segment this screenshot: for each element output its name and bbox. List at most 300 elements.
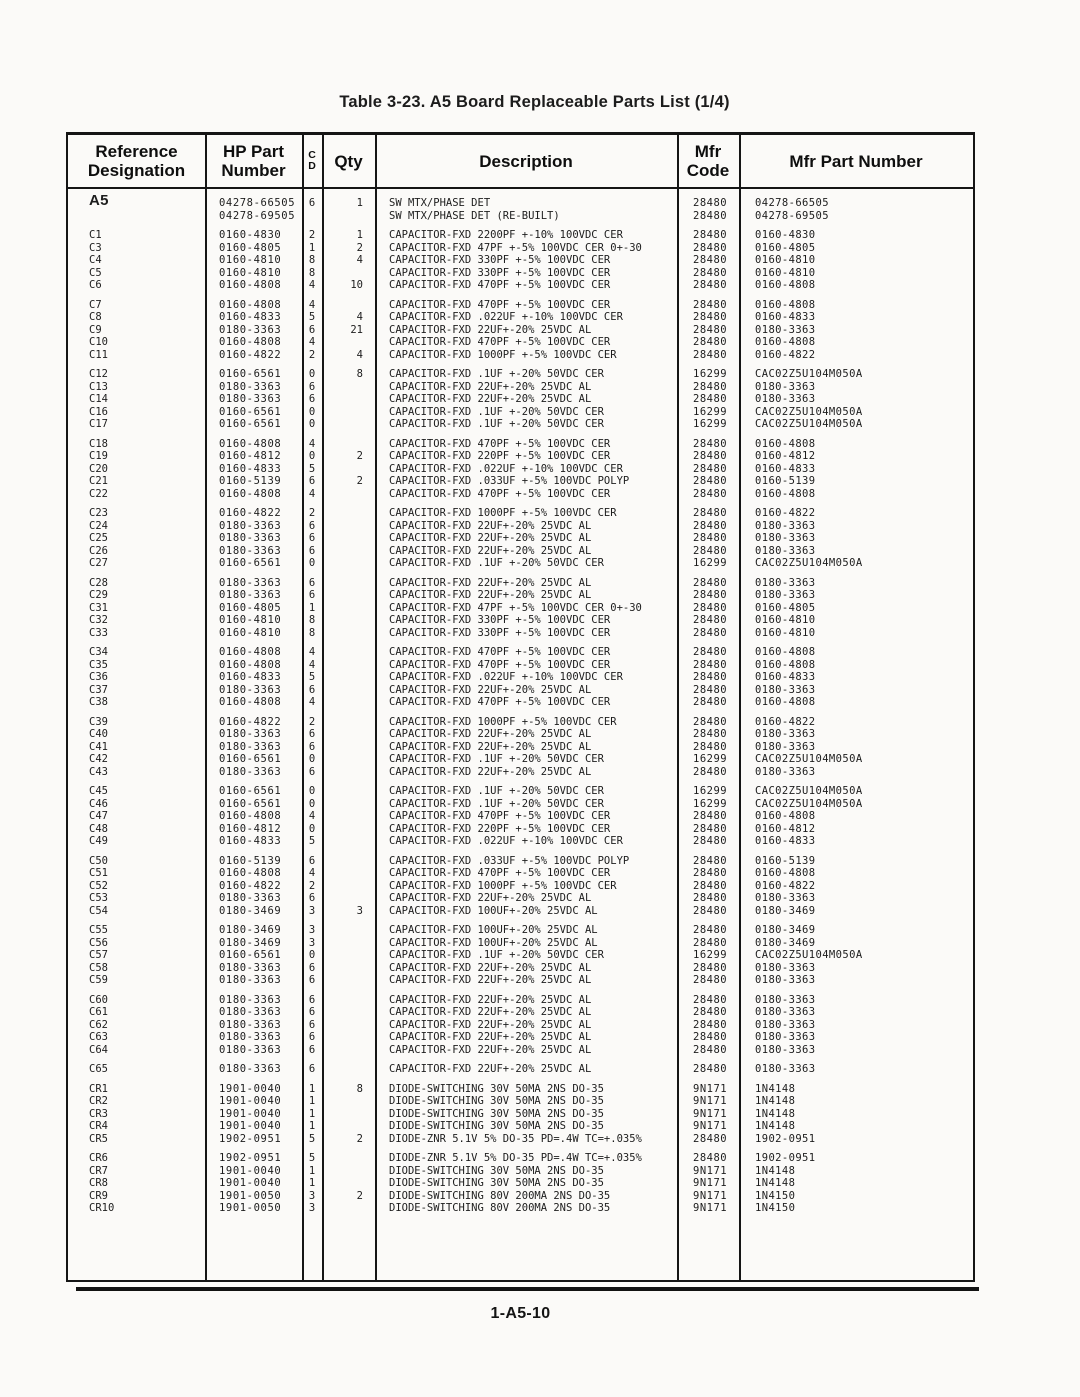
cell-mfr-code: 28480 [693, 1043, 728, 1056]
cell-mfr-code: 28480 [693, 393, 728, 405]
cell-cd: 3 [308, 1202, 316, 1214]
cell-description: CAPACITOR-FXD .022UF +-10% 100VDC CER [389, 835, 623, 847]
cell-qty [322, 1031, 375, 1044]
cell-description: CAPACITOR-FXD .022UF +-10% 100VDC CER [389, 462, 623, 475]
table-row [68, 279, 973, 292]
cell-reference-designation: C39 [89, 715, 108, 728]
cell-description: CAPACITOR-FXD .1UF +-20% 50VDC CER [389, 753, 604, 765]
cell-mfr-code: 28480 [693, 254, 728, 266]
cell-qty [322, 1165, 375, 1178]
cell-hp-part-number: 1902-0951 [219, 1152, 282, 1164]
cell-mfr-part-number: 0160-4812 [755, 822, 816, 835]
cell-qty [322, 716, 375, 729]
cell-reference-designation: C1 [89, 229, 102, 241]
cell-mfr-part-number: 0160-4810 [755, 614, 816, 626]
cell-reference-designation: CR9 [89, 1189, 108, 1202]
cell-mfr-code: 28480 [693, 336, 728, 348]
cell-hp-part-number: 0160-4808 [219, 298, 282, 311]
cell-reference-designation: C7 [89, 298, 102, 311]
table-row [68, 324, 973, 337]
cell-qty [322, 507, 375, 520]
cell-description: CAPACITOR-FXD .1UF +-20% 50VDC CER [389, 368, 604, 380]
cell-mfr-part-number: CAC02Z5U104M050A [755, 753, 863, 765]
table-row [68, 1095, 973, 1108]
cell-reference-designation: C19 [89, 450, 108, 462]
cell-mfr-part-number: 0160-4810 [755, 266, 816, 279]
cell-hp-part-number: 0160-4822 [219, 507, 282, 519]
cell-mfr-code: 9N171 [693, 1202, 728, 1214]
cell-hp-part-number: 0160-6561 [219, 368, 282, 380]
table-row [68, 1063, 973, 1076]
cell-mfr-part-number: 0180-3363 [755, 1031, 816, 1043]
cell-reference-designation: C6 [89, 279, 102, 291]
cell-mfr-code: 28480 [693, 532, 728, 544]
cell-qty [322, 684, 375, 697]
cell-qty [322, 545, 375, 558]
cell-qty [322, 785, 375, 798]
header-cd: C D [308, 149, 316, 172]
cell-mfr-part-number: CAC02Z5U104M050A [755, 949, 863, 961]
cell-qty [322, 557, 375, 570]
table-row [68, 450, 973, 463]
cell-mfr-code: 28480 [693, 924, 728, 936]
cell-description: DIODE-SWITCHING 80V 200MA 2NS DO-35 [389, 1189, 611, 1202]
cell-description: CAPACITOR-FXD 1000PF +-5% 100VDC CER [389, 507, 617, 519]
cell-qty [322, 520, 375, 533]
cell-cd: 3 [308, 904, 316, 917]
table-row [68, 867, 973, 880]
cell-hp-part-number: 0160-4805 [219, 241, 282, 254]
table-row [68, 577, 973, 590]
cell-description: CAPACITOR-FXD 100UF+-20% 25VDC AL [389, 904, 598, 917]
cell-cd: 1 [308, 1107, 316, 1120]
cell-description: CAPACITOR-FXD 22UF+-20% 25VDC AL [389, 728, 592, 740]
cell-qty [322, 1108, 375, 1121]
table-row [68, 994, 973, 1007]
cell-qty [322, 823, 375, 836]
cell-reference-designation: C51 [89, 867, 108, 879]
cell-reference-designation: C46 [89, 797, 108, 810]
cell-reference-designation: C35 [89, 658, 108, 671]
cell-cd: 6 [308, 1031, 316, 1043]
cell-hp-part-number: 0160-6561 [219, 797, 282, 810]
cell-reference-designation: C64 [89, 1043, 108, 1056]
cell-cd [302, 210, 322, 223]
cell-hp-part-number: 0160-4822 [219, 879, 282, 892]
cell-qty [322, 438, 375, 451]
cell-cd: 6 [308, 1006, 316, 1018]
cell-mfr-code: 16299 [693, 405, 728, 418]
cell-description: CAPACITOR-FXD .1UF +-20% 50VDC CER [389, 405, 604, 418]
cell-mfr-code: 28480 [693, 646, 728, 658]
table-row [68, 962, 973, 975]
cell-mfr-part-number: 0160-4812 [755, 450, 816, 462]
cell-mfr-part-number: 1N4150 [755, 1189, 796, 1202]
cell-description: CAPACITOR-FXD 470PF +-5% 100VDC CER [389, 646, 611, 658]
cell-description: CAPACITOR-FXD 470PF +-5% 100VDC CER [389, 437, 611, 450]
cell-hp-part-number: 0160-4808 [219, 658, 282, 671]
table-row [68, 532, 973, 545]
cell-description: CAPACITOR-FXD 22UF+-20% 25VDC AL [389, 532, 592, 544]
cell-cd: 3 [308, 924, 316, 936]
table-row [68, 336, 973, 349]
table-row [68, 614, 973, 627]
cell-reference-designation: C13 [89, 380, 108, 393]
cell-mfr-part-number: 0180-3363 [755, 1018, 816, 1031]
cell-mfr-code: 28480 [693, 936, 728, 949]
cell-description: CAPACITOR-FXD .1UF +-20% 50VDC CER [389, 418, 604, 430]
cell-hp-part-number: 0180-3469 [219, 936, 282, 949]
cell-description: CAPACITOR-FXD 470PF +-5% 100VDC CER [389, 810, 611, 822]
cell-mfr-part-number: 0160-5139 [755, 475, 816, 487]
cell-description: CAPACITOR-FXD 470PF +-5% 100VDC CER [389, 487, 611, 500]
cell-qty [322, 766, 375, 779]
cell-mfr-part-number: 1N4148 [755, 1095, 796, 1107]
cell-cd: 6 [308, 589, 316, 601]
cell-reference-designation: CR7 [89, 1164, 108, 1177]
cell-qty [322, 627, 375, 640]
cell-mfr-code: 28480 [693, 867, 728, 879]
cell-mfr-part-number: 0160-4808 [755, 336, 816, 348]
cell-mfr-code: 28480 [693, 993, 728, 1006]
cell-mfr-part-number: 1N4148 [755, 1164, 796, 1177]
cell-mfr-code: 28480 [693, 974, 728, 986]
table-row [68, 192, 973, 210]
cell-mfr-part-number: 0160-4808 [755, 437, 816, 450]
cell-cd: 5 [308, 311, 316, 323]
cell-hp-part-number: 0180-3363 [219, 1006, 282, 1018]
cell-cd: 2 [308, 715, 316, 728]
cell-description: CAPACITOR-FXD 22UF+-20% 25VDC AL [389, 393, 592, 405]
cell-cd: 2 [308, 348, 316, 361]
cell-qty: 2 [356, 475, 363, 487]
cell-hp-part-number: 1901-0040 [219, 1120, 282, 1132]
cell-cd: 2 [308, 507, 316, 519]
table-row [68, 810, 973, 823]
cell-qty [322, 614, 375, 627]
cell-hp-part-number: 1902-0951 [219, 1132, 282, 1145]
cell-description: CAPACITOR-FXD 220PF +-5% 100VDC CER [389, 450, 611, 462]
table-row [68, 716, 973, 729]
parts-table [66, 132, 975, 1282]
cell-description: CAPACITOR-FXD 220PF +-5% 100VDC CER [389, 822, 611, 835]
cell-hp-part-number: 0160-4808 [219, 810, 282, 822]
cell-mfr-part-number: 1902-0951 [755, 1152, 816, 1164]
cell-hp-part-number: 0180-3363 [219, 576, 282, 589]
cell-cd: 1 [308, 1082, 316, 1095]
cell-description: CAPACITOR-FXD 22UF+-20% 25VDC AL [389, 961, 592, 974]
cell-mfr-code: 28480 [693, 197, 728, 209]
cell-qty [322, 835, 375, 848]
cell-reference-designation: C12 [89, 368, 108, 380]
cell-description: CAPACITOR-FXD 47PF +-5% 100VDC CER 0+-30 [389, 601, 642, 614]
cell-mfr-part-number: CAC02Z5U104M050A [755, 418, 863, 430]
cell-description: SW MTX/PHASE DET (RE-BUILT) [389, 209, 560, 222]
cell-cd: 2 [308, 879, 316, 892]
table-row [68, 557, 973, 570]
cell-mfr-code: 9N171 [693, 1177, 728, 1189]
cell-reference-designation: C28 [89, 576, 108, 589]
cell-qty [322, 867, 375, 880]
cell-reference-designation: C63 [89, 1031, 108, 1043]
cell-mfr-code: 28480 [693, 589, 728, 601]
header-qty: Qty [334, 151, 363, 171]
cell-cd: 1 [308, 241, 316, 254]
cell-reference-designation: C22 [89, 487, 108, 500]
cell-cd: 0 [308, 368, 316, 380]
cell-mfr-code: 28480 [693, 728, 728, 740]
cell-mfr-part-number: 0160-4833 [755, 462, 816, 475]
cell-description: CAPACITOR-FXD 470PF +-5% 100VDC CER [389, 867, 611, 879]
cell-description: CAPACITOR-FXD .1UF +-20% 50VDC CER [389, 557, 604, 569]
table-row [68, 696, 973, 709]
cell-mfr-code: 28480 [693, 279, 728, 291]
cell-hp-part-number: 1901-0040 [219, 1107, 282, 1120]
cell-description: CAPACITOR-FXD 470PF +-5% 100VDC CER [389, 298, 611, 311]
cell-cd: 5 [308, 671, 316, 683]
cell-reference-designation: CR4 [89, 1120, 108, 1132]
cell-description: CAPACITOR-FXD 470PF +-5% 100VDC CER [389, 279, 611, 291]
cell-description: CAPACITOR-FXD 22UF+-20% 25VDC AL [389, 380, 592, 393]
cell-hp-part-number: 0180-3363 [219, 993, 282, 1006]
cell-mfr-part-number: 1N4148 [755, 1082, 796, 1095]
cell-hp-part-number: 0180-3363 [219, 1031, 282, 1043]
cell-reference-designation: C27 [89, 557, 108, 569]
cell-hp-part-number: 0180-3363 [219, 519, 282, 532]
cell-mfr-part-number: 0160-4808 [755, 867, 816, 879]
cell-mfr-part-number: 0160-4830 [755, 229, 816, 241]
cell-qty [322, 949, 375, 962]
cell-qty: 10 [350, 279, 363, 291]
cell-mfr-code: 28480 [693, 209, 728, 222]
cell-description: CAPACITOR-FXD 22UF+-20% 25VDC AL [389, 1063, 592, 1075]
cell-hp-part-number: 0160-4833 [219, 835, 282, 847]
cell-qty [322, 741, 375, 754]
cell-hp-part-number: 0180-3363 [219, 544, 282, 557]
cell-description: SW MTX/PHASE DET [389, 197, 491, 209]
cell-cd: 0 [308, 450, 316, 462]
cell-reference-designation: C57 [89, 949, 108, 961]
cell-mfr-code: 28480 [693, 1018, 728, 1031]
cell-cd: 0 [308, 557, 316, 569]
cell-description: CAPACITOR-FXD 1000PF +-5% 100VDC CER [389, 879, 617, 892]
cell-description: CAPACITOR-FXD 22UF+-20% 25VDC AL [389, 519, 592, 532]
cell-description: DIODE-ZNR 5.1V 5% DO-35 PD=.4W TC=+.035% [389, 1132, 642, 1145]
cell-mfr-code: 28480 [693, 348, 728, 361]
cell-mfr-part-number: 0160-4808 [755, 487, 816, 500]
cell-description: CAPACITOR-FXD 22UF+-20% 25VDC AL [389, 1006, 592, 1018]
table-body [68, 189, 973, 1282]
cell-mfr-code: 28480 [693, 298, 728, 311]
table-row [68, 1152, 973, 1165]
cell-mfr-part-number: 1N4148 [755, 1120, 796, 1132]
cell-mfr-code: 28480 [693, 854, 728, 867]
cell-description: DIODE-SWITCHING 30V 50MA 2NS DO-35 [389, 1120, 604, 1132]
cell-mfr-code: 28480 [693, 683, 728, 696]
cell-reference-designation: C41 [89, 740, 108, 753]
cell-description: DIODE-SWITCHING 30V 50MA 2NS DO-35 [389, 1164, 604, 1177]
table-row [68, 311, 973, 324]
cell-hp-part-number: 0180-3363 [219, 974, 282, 986]
cell-mfr-code: 28480 [693, 1063, 728, 1075]
cell-hp-part-number: 1901-0040 [219, 1082, 282, 1095]
cell-mfr-code: 28480 [693, 544, 728, 557]
cell-mfr-part-number: 0180-3363 [755, 1006, 816, 1018]
cell-hp-part-number: 0180-3363 [219, 683, 282, 696]
cell-hp-part-number: 1901-0040 [219, 1177, 282, 1189]
cell-mfr-code: 28480 [693, 1031, 728, 1043]
cell-mfr-part-number: 0160-4833 [755, 671, 816, 683]
cell-cd: 8 [308, 266, 316, 279]
cell-qty [322, 463, 375, 476]
cell-mfr-part-number: 0180-3363 [755, 323, 816, 336]
cell-description: CAPACITOR-FXD 22UF+-20% 25VDC AL [389, 892, 592, 904]
cell-mfr-part-number: 04278-66505 [755, 197, 829, 209]
cell-reference-designation: C50 [89, 854, 108, 867]
cell-reference-designation: C48 [89, 822, 108, 835]
cell-hp-part-number: 0160-4810 [219, 254, 282, 266]
cell-description: CAPACITOR-FXD 22UF+-20% 25VDC AL [389, 544, 592, 557]
cell-hp-part-number: 0180-3363 [219, 380, 282, 393]
cell-cd: 3 [308, 936, 316, 949]
table-row [68, 475, 973, 488]
cell-mfr-part-number: 0180-3363 [755, 993, 816, 1006]
table-row [68, 684, 973, 697]
header-mfr-code: Mfr Code [686, 142, 730, 180]
cell-mfr-code: 28480 [693, 266, 728, 279]
cell-mfr-code: 28480 [693, 311, 728, 323]
cell-hp-part-number: 0160-4808 [219, 646, 282, 658]
cell-mfr-part-number: 0160-4805 [755, 601, 816, 614]
table-row [68, 299, 973, 312]
table-row [68, 1083, 973, 1096]
cell-reference-designation: CR6 [89, 1152, 108, 1164]
cell-mfr-code: 28480 [693, 437, 728, 450]
cell-cd: 6 [308, 576, 316, 589]
cell-cd: 4 [308, 696, 316, 708]
cell-hp-part-number: 0160-4810 [219, 266, 282, 279]
cell-mfr-part-number: CAC02Z5U104M050A [755, 405, 863, 418]
cell-qty [322, 671, 375, 684]
cell-description: CAPACITOR-FXD .1UF +-20% 50VDC CER [389, 785, 604, 797]
cell-mfr-part-number: 1N4148 [755, 1177, 796, 1189]
cell-mfr-part-number: 1N4148 [755, 1107, 796, 1120]
cell-qty: 4 [356, 311, 363, 323]
cell-description: CAPACITOR-FXD 330PF +-5% 100VDC CER [389, 266, 611, 279]
cell-qty [322, 336, 375, 349]
cell-cd: 5 [308, 1152, 316, 1164]
cell-reference-designation: C52 [89, 879, 108, 892]
cell-cd: 6 [308, 475, 316, 487]
cell-qty: 4 [356, 348, 363, 361]
cell-qty: 21 [350, 323, 363, 336]
cell-description: CAPACITOR-FXD 22UF+-20% 25VDC AL [389, 765, 592, 778]
cell-cd: 6 [308, 765, 316, 778]
cell-description: CAPACITOR-FXD 1000PF +-5% 100VDC CER [389, 348, 617, 361]
cell-description: CAPACITOR-FXD .1UF +-20% 50VDC CER [389, 797, 604, 810]
cell-qty [322, 855, 375, 868]
cell-qty [322, 892, 375, 905]
cell-qty [322, 1095, 375, 1108]
table-header [68, 135, 973, 189]
table-row [68, 267, 973, 280]
cell-description: CAPACITOR-FXD 330PF +-5% 100VDC CER [389, 626, 611, 639]
cell-cd: 8 [308, 614, 316, 626]
cell-cd: 5 [308, 835, 316, 847]
cell-cd: 6 [308, 892, 316, 904]
cell-reference-designation: C11 [89, 348, 108, 361]
cell-reference-designation: C29 [89, 589, 108, 601]
cell-hp-part-number: 0160-4822 [219, 348, 282, 361]
cell-hp-part-number: 0160-6561 [219, 557, 282, 569]
table-row [68, 507, 973, 520]
cell-mfr-part-number: 0160-4808 [755, 298, 816, 311]
cell-mfr-part-number: 0180-3469 [755, 936, 816, 949]
cell-mfr-part-number: CAC02Z5U104M050A [755, 797, 863, 810]
cell-mfr-code: 28480 [693, 696, 728, 708]
cell-reference-designation: C3 [89, 241, 102, 254]
cell-mfr-part-number: 0180-3363 [755, 1063, 816, 1075]
table-row [68, 602, 973, 615]
cell-cd: 6 [308, 393, 316, 405]
cell-hp-part-number: 0160-4812 [219, 822, 282, 835]
cell-hp-part-number: 0160-4808 [219, 867, 282, 879]
cell-qty [322, 393, 375, 406]
cell-mfr-part-number: CAC02Z5U104M050A [755, 785, 863, 797]
cell-cd: 5 [308, 1132, 316, 1145]
cell-mfr-code: 28480 [693, 450, 728, 462]
table-row [68, 1120, 973, 1133]
cell-hp-part-number: 0160-6561 [219, 753, 282, 765]
cell-description: CAPACITOR-FXD .022UF +-10% 100VDC CER [389, 671, 623, 683]
cell-description: CAPACITOR-FXD .033UF +-5% 100VDC POLYP [389, 475, 630, 487]
cell-mfr-part-number: 0160-4822 [755, 507, 816, 519]
cell-description: CAPACITOR-FXD 470PF +-5% 100VDC CER [389, 336, 611, 348]
cell-hp-part-number: 0160-4808 [219, 696, 282, 708]
cell-reference-designation: C10 [89, 336, 108, 348]
cell-qty: 1 [356, 197, 363, 209]
cell-mfr-part-number: 0180-3363 [755, 974, 816, 986]
cell-mfr-code: 28480 [693, 740, 728, 753]
cell-cd: 6 [308, 961, 316, 974]
table-row [68, 937, 973, 950]
cell-hp-part-number: 1901-0040 [219, 1095, 282, 1107]
cell-cd: 0 [308, 822, 316, 835]
cell-qty [322, 418, 375, 431]
header-description: Description [479, 151, 573, 171]
table-row [68, 545, 973, 558]
cell-qty [322, 1044, 375, 1057]
table-row [68, 949, 973, 962]
cell-mfr-code: 28480 [693, 835, 728, 847]
cell-mfr-code: 28480 [693, 810, 728, 822]
cell-mfr-code: 28480 [693, 892, 728, 904]
cell-reference-designation: CR5 [89, 1132, 108, 1145]
table-row [68, 1202, 973, 1215]
cell-description: DIODE-SWITCHING 80V 200MA 2NS DO-35 [389, 1202, 611, 1214]
cell-cd: 1 [308, 1095, 316, 1107]
cell-hp-part-number: 0180-3363 [219, 728, 282, 740]
cell-description: CAPACITOR-FXD 22UF+-20% 25VDC AL [389, 589, 592, 601]
cell-mfr-part-number: 0180-3363 [755, 589, 816, 601]
cell-description: CAPACITOR-FXD 100UF+-20% 25VDC AL [389, 936, 598, 949]
cell-cd: 1 [308, 1164, 316, 1177]
cell-hp-part-number: 0160-4810 [219, 626, 282, 639]
cell-cd: 0 [308, 797, 316, 810]
cell-cd: 6 [308, 1043, 316, 1056]
table-row [68, 381, 973, 394]
table-row [68, 1177, 973, 1190]
